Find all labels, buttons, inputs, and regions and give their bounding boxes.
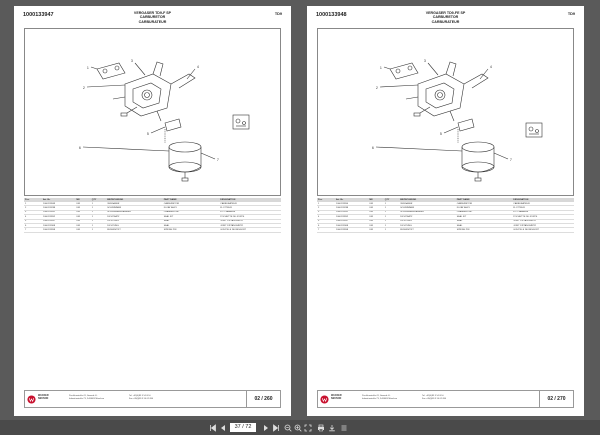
table-cell: UM (75, 219, 90, 223)
fit-page-button[interactable] (304, 423, 312, 432)
model-code: TD9 (567, 12, 575, 16)
col-header: PART NAME (163, 198, 220, 202)
table-cell: 1 (384, 215, 399, 219)
table-cell: DICHTUNG (399, 219, 456, 223)
table-cell: 3 (24, 210, 42, 214)
page-title-block (307, 11, 584, 24)
page-number: 02 / 270 (539, 391, 573, 407)
table-cell: 1 (91, 215, 106, 219)
page-footer (24, 390, 281, 408)
address-line: Preußenstraße 41, Gewerb.-D. (362, 395, 391, 397)
callout-label: 1 (87, 66, 89, 70)
table-cell: 1 (317, 202, 335, 206)
table-cell: 1000133288 (42, 206, 75, 210)
table-cell: 1000133288 (335, 206, 368, 210)
float-assy (165, 119, 181, 131)
table-cell: UM (368, 223, 383, 227)
table-cell: JOINT D'ÉTANCHÉITÉ (219, 219, 281, 223)
table-cell: 1000133951 (335, 210, 368, 214)
download-icon (328, 424, 336, 432)
table-cell: 1000133950 (335, 202, 368, 206)
print-button[interactable] (316, 423, 325, 432)
page-footer (317, 390, 574, 408)
page-separator: / (242, 424, 244, 430)
title-en: CARBURETOR (139, 15, 166, 20)
callout-label: 5 (147, 132, 149, 136)
table-cell: SEAL KIT (456, 215, 513, 219)
brand-line: NEUSON (38, 396, 49, 400)
table-cell: 5 (317, 219, 335, 223)
fax-line: Fax +49(0)89 3 54 02-390 (129, 397, 154, 400)
table-cell: FEDERSTIFT (106, 228, 163, 232)
table-cell: 1 (384, 206, 399, 210)
table-cell: 1000133949 (42, 202, 75, 206)
table-cell: 1 (91, 219, 106, 223)
callout-label: 1 (380, 66, 382, 70)
table-cell: 4 (317, 215, 335, 219)
table-cell: UM (75, 202, 90, 206)
col-header: PART NAME (456, 198, 513, 202)
float-assy (458, 119, 474, 131)
table-cell: FLOTTEUR (512, 206, 574, 210)
tel-line: Tel. +49(0)89 3 54 02-0 (422, 395, 444, 397)
table-cell: 1000133957 (335, 219, 368, 223)
fit-page-icon (304, 424, 312, 432)
zoom-in-icon (294, 424, 302, 432)
carburetor-drawing (25, 29, 282, 197)
table-cell: UM (368, 219, 383, 223)
callout-label: 4 (197, 65, 199, 69)
parts-table (24, 198, 281, 233)
table-cell: UM (75, 215, 90, 219)
prev-page-icon (219, 424, 227, 432)
table-cell: SEAL (456, 223, 513, 227)
page-indicator[interactable] (230, 423, 256, 432)
table-cell: VERGASER (399, 202, 456, 206)
print-icon (317, 424, 325, 432)
title-en: CARBURETOR (432, 15, 459, 20)
table-cell: 6 (317, 223, 335, 227)
col-header: DESIGNATION (219, 198, 281, 202)
table-cell: 1 (384, 210, 399, 214)
footer-address (69, 395, 104, 400)
col-header: BEZEICHNUNG (106, 198, 163, 202)
table-cell: 1000133958 (335, 228, 368, 232)
brand-logo-icon (320, 395, 329, 404)
doc-number: 1000133948 (316, 12, 347, 18)
table-cell: FEDERSTIFT (399, 228, 456, 232)
float-chamber-top (462, 142, 494, 152)
callout-label: 3 (424, 59, 426, 63)
exploded-view-diagram (24, 28, 281, 196)
carburetor-drawing (318, 29, 575, 197)
zoom-out-icon (284, 424, 292, 432)
carb-top-plate (390, 63, 418, 79)
table-cell: POCHETTE DE JOINTS (219, 215, 281, 219)
table-cell: FLOTTEUR (219, 206, 281, 210)
callout-label: 5 (440, 132, 442, 136)
footer-contact (422, 395, 446, 400)
table-cell: UM (368, 228, 383, 232)
table-cell: DICHTUNG (106, 223, 163, 227)
table-cell: CARBURATEUR (512, 202, 574, 206)
table-cell: SPRING PIN (456, 228, 513, 232)
float-chamber-top (169, 142, 201, 152)
table-cell: SCHWIMMERKAMMER (106, 210, 163, 214)
last-page-icon (272, 424, 280, 432)
table-cell: SPRING PIN (163, 228, 220, 232)
prev-page-button[interactable] (219, 423, 227, 432)
col-header: QTY (91, 198, 106, 202)
zoom-in-button[interactable] (294, 423, 302, 432)
title-fr: CARBURATEUR (138, 19, 167, 24)
brand-line: NEUSON (331, 396, 342, 400)
viewer-toolbar (0, 420, 600, 435)
table-cell: 7 (24, 228, 42, 232)
table-cell: 2 (24, 206, 42, 210)
table-cell: UM (75, 210, 90, 214)
table-cell: 1 (91, 228, 106, 232)
callout-label: 2 (83, 86, 85, 90)
table-cell: DICHTSATZ (399, 215, 456, 219)
document-page-right (307, 6, 584, 416)
table-cell: SEAL KIT (163, 215, 220, 219)
table-cell: 1 (384, 228, 399, 232)
parts-table (317, 198, 574, 233)
next-page-icon (262, 424, 270, 432)
brand-line: WACKER (331, 394, 342, 397)
table-cell: GOUPILLE DE RESSORT (512, 228, 574, 232)
table-cell: 5 (24, 219, 42, 223)
table-cell: 1 (24, 202, 42, 206)
table-cell: CHAMBER SET (163, 210, 220, 214)
zoom-out-button[interactable] (284, 423, 292, 432)
current-page-input[interactable]: 37 (234, 424, 241, 430)
last-page-button[interactable] (272, 423, 280, 432)
brand-logo-icon (27, 395, 36, 404)
table-row (317, 228, 574, 232)
callout-label: 6 (79, 146, 81, 150)
table-cell: POCHETTE DE JOINTS (512, 215, 574, 219)
table-cell: GOUPILLE DE RESSORT (219, 228, 281, 232)
col-header: QTY (384, 198, 399, 202)
table-cell: SEAL (163, 219, 220, 223)
table-cell: DICHTUNG (399, 223, 456, 227)
table-cell: UM (368, 206, 383, 210)
menu-icon (340, 424, 348, 432)
table-cell: DICHTUNG (106, 219, 163, 223)
document-page-left (14, 6, 291, 416)
footer-address (362, 395, 397, 400)
table-cell: FLOAT ASSY (163, 206, 220, 210)
table-cell: UM (368, 202, 383, 206)
seal-kit-inset (233, 115, 249, 129)
table-cell: JOINT D'ÉTANCHÉITÉ (512, 223, 574, 227)
table-cell: 1 (384, 202, 399, 206)
total-pages: 72 (245, 424, 252, 430)
callout-label: 4 (490, 65, 492, 69)
table-cell: 1000133958 (42, 228, 75, 232)
table-cell: 1000133952 (42, 215, 75, 219)
table-cell: CARBURETOR (163, 202, 220, 206)
callout-label: 3 (131, 59, 133, 63)
table-cell: 1 (384, 219, 399, 223)
col-header: Pos. (24, 198, 42, 202)
table-cell: 7 (317, 228, 335, 232)
table-cell: 1 (91, 206, 106, 210)
table-cell: 1000133957 (42, 219, 75, 223)
callout-label: 2 (376, 86, 378, 90)
table-cell: DICHTSATZ (106, 215, 163, 219)
table-cell: 1 (384, 223, 399, 227)
table-cell: KIT CHAMBRE (219, 210, 281, 214)
table-cell: 3 (317, 210, 335, 214)
table-cell: FLOAT ASSY (456, 206, 513, 210)
model-code: TD9 (274, 12, 282, 16)
table-cell: SEAL (163, 223, 220, 227)
table-cell: SEAL (456, 219, 513, 223)
carb-top-plate (97, 63, 125, 79)
table-cell: SCHWIMMERKAMMER (399, 210, 456, 214)
fax-line: Fax +49(0)89 3 54 02-390 (422, 397, 447, 400)
table-cell: UM (368, 215, 383, 219)
table-cell: UM (368, 210, 383, 214)
table-cell: 1000133951 (42, 210, 75, 214)
callout-label: 7 (217, 158, 219, 162)
callout-label: 7 (510, 158, 512, 162)
table-cell: VERGASER (106, 202, 163, 206)
seal-kit-inset (526, 123, 542, 137)
first-page-button[interactable] (209, 423, 217, 432)
address-line: Preußenstraße 41, Gewerb.-D. (69, 395, 98, 397)
table-cell: 1000133952 (335, 215, 368, 219)
col-header: Art.-Nr. (335, 198, 368, 202)
next-page-button[interactable] (262, 423, 270, 432)
table-cell: 1 (91, 223, 106, 227)
table-cell: CHAMBER SET (456, 210, 513, 214)
exploded-view-diagram (317, 28, 574, 196)
title-de: VERGASER TD9-F SP (133, 11, 172, 15)
doc-number: 1000133947 (23, 12, 54, 18)
table-cell: 6 (24, 223, 42, 227)
page-title-block (14, 11, 291, 24)
col-header: ME (75, 198, 90, 202)
col-header: Pos. (317, 198, 335, 202)
table-cell: KIT CHAMBRE (512, 210, 574, 214)
carb-body (418, 74, 464, 116)
table-cell: CARBURATEUR (219, 202, 281, 206)
col-header: ME (368, 198, 383, 202)
first-page-icon (209, 424, 217, 432)
callout-label: 6 (372, 146, 374, 150)
table-cell: 2 (317, 206, 335, 210)
col-header: BEZEICHNUNG (399, 198, 456, 202)
col-header: Art.-Nr. (42, 198, 75, 202)
table-cell: SCHWIMMER (399, 206, 456, 210)
brand-line: WACKER (38, 394, 49, 397)
table-cell: 4 (24, 215, 42, 219)
table-cell: JOINT D'ÉTANCHÉITÉ (219, 223, 281, 227)
table-cell: 1 (91, 202, 106, 206)
table-cell: UM (75, 223, 90, 227)
table-cell: UM (75, 228, 90, 232)
title-de: VERGASER TD9-FE SP (425, 11, 466, 15)
table-cell: 1000133308 (42, 223, 75, 227)
page-number: 02 / 260 (246, 391, 280, 407)
table-cell: 1000133308 (335, 223, 368, 227)
table-cell: UM (75, 206, 90, 210)
more-options-button[interactable] (339, 423, 348, 432)
address-line: Industriestraße 73, D-80809 München (362, 397, 398, 400)
table-cell: CARBURETOR (456, 202, 513, 206)
download-button[interactable] (327, 423, 336, 432)
carb-body (125, 74, 171, 116)
table-cell: 1 (91, 210, 106, 214)
title-fr: CARBURATEUR (431, 19, 460, 24)
address-line: Industriestraße 73, D-80809 München (69, 397, 105, 400)
footer-contact (129, 395, 153, 400)
col-header: DESIGNATION (512, 198, 574, 202)
tel-line: Tel. +49(0)89 3 54 02-0 (129, 395, 151, 397)
brand-name (331, 395, 342, 401)
table-cell: SCHWIMMER (106, 206, 163, 210)
table-cell: JOINT D'ÉTANCHÉITÉ (512, 219, 574, 223)
brand-name (38, 395, 49, 401)
table-row (24, 228, 281, 232)
